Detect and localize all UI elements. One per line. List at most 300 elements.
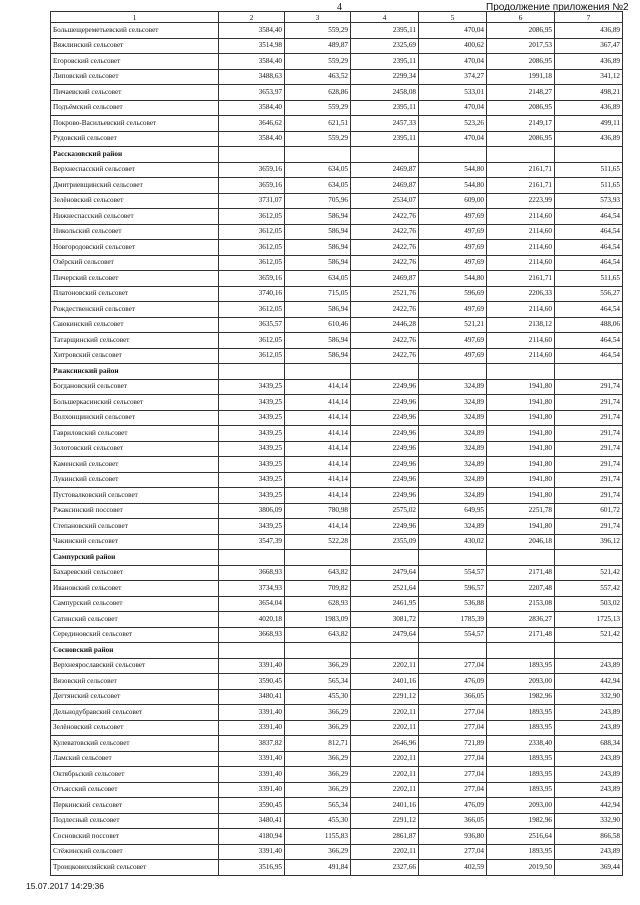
- value-cell: 470,04: [419, 100, 487, 116]
- value-cell: 2114,60: [487, 224, 555, 240]
- value-cell: 1982,96: [487, 813, 555, 829]
- value-cell: 332,90: [555, 689, 623, 705]
- value-cell: 2575,02: [351, 503, 419, 519]
- value-cell: 643,82: [285, 627, 351, 643]
- settlement-name: Зелёновский сельсовет: [51, 193, 219, 209]
- value-cell: 2291,12: [351, 813, 419, 829]
- value-cell: 3659,16: [219, 271, 285, 287]
- value-cell: 586,94: [285, 302, 351, 318]
- value-cell: 3734,93: [219, 581, 285, 597]
- value-cell: 1991,18: [487, 69, 555, 85]
- settlement-name: Озёрский сельсовет: [51, 255, 219, 271]
- settlement-name: Пустовалковский сельсовет: [51, 488, 219, 504]
- column-header: 5: [419, 12, 487, 23]
- value-cell: 554,57: [419, 565, 487, 581]
- value-cell: 414,14: [285, 426, 351, 442]
- value-cell: 476,09: [419, 798, 487, 814]
- value-cell: 2291,12: [351, 689, 419, 705]
- table-row: [51, 85, 623, 101]
- value-cell: 464,54: [555, 333, 623, 349]
- value-cell: [351, 147, 419, 163]
- value-cell: 464,54: [555, 302, 623, 318]
- value-cell: 366,05: [419, 689, 487, 705]
- value-cell: 2836,27: [487, 612, 555, 628]
- value-cell: 470,04: [419, 23, 487, 39]
- value-cell: 2086,95: [487, 131, 555, 147]
- table-row: [51, 100, 623, 116]
- value-cell: 1941,80: [487, 472, 555, 488]
- value-cell: 2114,60: [487, 240, 555, 256]
- value-cell: 2534,07: [351, 193, 419, 209]
- value-cell: 936,80: [419, 829, 487, 845]
- value-cell: 2338,40: [487, 736, 555, 752]
- value-cell: 436,89: [555, 54, 623, 70]
- settlement-name: Ржаксинский поссовет: [51, 503, 219, 519]
- value-cell: 497,69: [419, 302, 487, 318]
- value-cell: 721,89: [419, 736, 487, 752]
- value-cell: 243,89: [555, 705, 623, 721]
- settlement-name: Пичаевский сельсовет: [51, 85, 219, 101]
- value-cell: 491,84: [285, 860, 351, 876]
- district-header-row: [51, 364, 623, 380]
- column-header: 7: [555, 12, 623, 23]
- value-cell: 1155,83: [285, 829, 351, 845]
- value-cell: 621,51: [285, 116, 351, 132]
- value-cell: 521,42: [555, 565, 623, 581]
- settlement-name: Егоровский сельсовет: [51, 54, 219, 70]
- value-cell: [555, 643, 623, 659]
- table-row: [51, 38, 623, 54]
- value-cell: 3480,41: [219, 813, 285, 829]
- value-cell: 3668,93: [219, 627, 285, 643]
- value-cell: 3612,05: [219, 240, 285, 256]
- settlement-name: Никольский сельсовет: [51, 224, 219, 240]
- value-cell: 3439,25: [219, 395, 285, 411]
- value-cell: 2202,11: [351, 705, 419, 721]
- value-cell: 291,74: [555, 426, 623, 442]
- value-cell: 414,14: [285, 472, 351, 488]
- value-cell: 414,14: [285, 395, 351, 411]
- value-cell: 3612,05: [219, 333, 285, 349]
- table-row: [51, 317, 623, 333]
- value-cell: 464,54: [555, 240, 623, 256]
- value-cell: 2114,60: [487, 255, 555, 271]
- value-cell: 430,02: [419, 534, 487, 550]
- table-row: [51, 333, 623, 349]
- value-cell: 497,69: [419, 348, 487, 364]
- value-cell: 596,69: [419, 286, 487, 302]
- settlement-name: Ивановский сельсовет: [51, 581, 219, 597]
- value-cell: 2138,12: [487, 317, 555, 333]
- table-row: [51, 581, 623, 597]
- settlement-name: Саюкинский сельсовет: [51, 317, 219, 333]
- value-cell: 324,89: [419, 441, 487, 457]
- value-cell: 634,05: [285, 178, 351, 194]
- value-cell: [351, 364, 419, 380]
- value-cell: 291,74: [555, 379, 623, 395]
- value-cell: 2148,27: [487, 85, 555, 101]
- value-cell: 523,26: [419, 116, 487, 132]
- value-cell: 414,14: [285, 519, 351, 535]
- value-cell: 533,01: [419, 85, 487, 101]
- value-cell: 557,42: [555, 581, 623, 597]
- value-cell: 3439,25: [219, 457, 285, 473]
- value-cell: 3439,25: [219, 410, 285, 426]
- value-cell: 324,89: [419, 379, 487, 395]
- value-cell: 554,57: [419, 627, 487, 643]
- settlement-name: Отъясский сельсовет: [51, 782, 219, 798]
- value-cell: 586,94: [285, 255, 351, 271]
- value-cell: 3439,25: [219, 426, 285, 442]
- value-cell: 366,29: [285, 767, 351, 783]
- table-row: [51, 395, 623, 411]
- value-cell: 2251,78: [487, 503, 555, 519]
- value-cell: 3391,40: [219, 751, 285, 767]
- value-cell: 565,34: [285, 798, 351, 814]
- value-cell: 2202,11: [351, 658, 419, 674]
- value-cell: 243,89: [555, 751, 623, 767]
- value-cell: 2325,69: [351, 38, 419, 54]
- value-cell: 1982,96: [487, 689, 555, 705]
- value-cell: [219, 147, 285, 163]
- value-cell: [419, 550, 487, 566]
- value-cell: 2249,96: [351, 426, 419, 442]
- value-cell: 2249,96: [351, 379, 419, 395]
- value-cell: 586,94: [285, 240, 351, 256]
- district-name: Сампурский район: [51, 550, 219, 566]
- page-number: 4: [337, 2, 342, 13]
- value-cell: 497,69: [419, 224, 487, 240]
- value-cell: 3516,95: [219, 860, 285, 876]
- value-cell: 3547,39: [219, 534, 285, 550]
- value-cell: 709,82: [285, 581, 351, 597]
- value-cell: 556,27: [555, 286, 623, 302]
- settlement-name: Дегтянский сельсовет: [51, 689, 219, 705]
- table-row: [51, 209, 623, 225]
- settlement-name: Степановский сельсовет: [51, 519, 219, 535]
- settlement-name: Перкинский сельсовет: [51, 798, 219, 814]
- value-cell: 3659,16: [219, 178, 285, 194]
- value-cell: 2093,00: [487, 798, 555, 814]
- value-cell: 436,89: [555, 23, 623, 39]
- table-row: [51, 627, 623, 643]
- settlement-name: Богдановский сельсовет: [51, 379, 219, 395]
- table-row: [51, 286, 623, 302]
- value-cell: 2479,64: [351, 627, 419, 643]
- value-cell: 521,42: [555, 627, 623, 643]
- value-cell: 601,72: [555, 503, 623, 519]
- value-cell: 2202,11: [351, 782, 419, 798]
- value-cell: 521,21: [419, 317, 487, 333]
- value-cell: 544,80: [419, 162, 487, 178]
- value-cell: 464,54: [555, 209, 623, 225]
- value-cell: 1893,95: [487, 767, 555, 783]
- value-cell: 402,59: [419, 860, 487, 876]
- value-cell: 544,80: [419, 178, 487, 194]
- settlement-name: Подлесный сельсовет: [51, 813, 219, 829]
- district-name: Рассказовский район: [51, 147, 219, 163]
- value-cell: 277,04: [419, 767, 487, 783]
- value-cell: 2422,76: [351, 255, 419, 271]
- value-cell: 2861,87: [351, 829, 419, 845]
- value-cell: 3612,05: [219, 255, 285, 271]
- value-cell: [419, 643, 487, 659]
- value-cell: 291,74: [555, 441, 623, 457]
- value-cell: [219, 364, 285, 380]
- value-cell: 366,29: [285, 751, 351, 767]
- value-cell: 2046,18: [487, 534, 555, 550]
- value-cell: 455,30: [285, 813, 351, 829]
- value-cell: 688,34: [555, 736, 623, 752]
- value-cell: 324,89: [419, 519, 487, 535]
- value-cell: 499,11: [555, 116, 623, 132]
- value-cell: 2086,95: [487, 100, 555, 116]
- value-cell: 3659,16: [219, 162, 285, 178]
- value-cell: [419, 147, 487, 163]
- value-cell: 366,29: [285, 720, 351, 736]
- value-cell: 277,04: [419, 844, 487, 860]
- value-cell: 1893,95: [487, 844, 555, 860]
- district-header-row: [51, 643, 623, 659]
- table-row: [51, 519, 623, 535]
- value-cell: 366,29: [285, 658, 351, 674]
- value-cell: 3391,40: [219, 844, 285, 860]
- table-row: [51, 596, 623, 612]
- value-cell: 3646,62: [219, 116, 285, 132]
- value-cell: 1893,95: [487, 720, 555, 736]
- value-cell: 503,02: [555, 596, 623, 612]
- settlement-name: Троицковихляйский сельсовет: [51, 860, 219, 876]
- table-row: [51, 534, 623, 550]
- value-cell: 2114,60: [487, 302, 555, 318]
- value-cell: 511,65: [555, 178, 623, 194]
- value-cell: 812,71: [285, 736, 351, 752]
- value-cell: 3612,05: [219, 348, 285, 364]
- value-cell: 649,95: [419, 503, 487, 519]
- value-cell: 2017,53: [487, 38, 555, 54]
- value-cell: 369,44: [555, 860, 623, 876]
- value-cell: 2422,76: [351, 333, 419, 349]
- value-cell: 3391,40: [219, 720, 285, 736]
- district-header-row: [51, 550, 623, 566]
- value-cell: 291,74: [555, 395, 623, 411]
- value-cell: [285, 643, 351, 659]
- value-cell: [487, 147, 555, 163]
- table-row: [51, 23, 623, 39]
- value-cell: 3514,98: [219, 38, 285, 54]
- value-cell: 436,89: [555, 100, 623, 116]
- value-cell: 3806,09: [219, 503, 285, 519]
- value-cell: 243,89: [555, 658, 623, 674]
- value-cell: 291,74: [555, 457, 623, 473]
- settlement-name: Кулеватовский сельсовет: [51, 736, 219, 752]
- value-cell: 3612,05: [219, 224, 285, 240]
- table-row: [51, 689, 623, 705]
- value-cell: 2646,96: [351, 736, 419, 752]
- value-cell: 3480,41: [219, 689, 285, 705]
- table-row: [51, 348, 623, 364]
- value-cell: [285, 147, 351, 163]
- value-cell: 367,47: [555, 38, 623, 54]
- value-cell: 3668,93: [219, 565, 285, 581]
- settlement-name: Липовский сельсовет: [51, 69, 219, 85]
- value-cell: 559,29: [285, 54, 351, 70]
- value-cell: 3654,04: [219, 596, 285, 612]
- value-cell: 2401,16: [351, 674, 419, 690]
- value-cell: 2516,64: [487, 829, 555, 845]
- value-cell: 2422,76: [351, 348, 419, 364]
- value-cell: 366,29: [285, 844, 351, 860]
- value-cell: 2458,08: [351, 85, 419, 101]
- table-row: [51, 674, 623, 690]
- settlement-name: Хитровский сельсовет: [51, 348, 219, 364]
- value-cell: 464,54: [555, 255, 623, 271]
- table-row: [51, 193, 623, 209]
- settlement-name: Сатинский сельсовет: [51, 612, 219, 628]
- value-cell: 2469,87: [351, 271, 419, 287]
- column-header: 4: [351, 12, 419, 23]
- settlement-name: Сосновский поссовет: [51, 829, 219, 845]
- value-cell: 2479,64: [351, 565, 419, 581]
- value-cell: 2202,11: [351, 720, 419, 736]
- value-cell: 2114,60: [487, 209, 555, 225]
- table-row: [51, 131, 623, 147]
- value-cell: 2422,76: [351, 224, 419, 240]
- value-cell: 3391,40: [219, 705, 285, 721]
- value-cell: 243,89: [555, 767, 623, 783]
- value-cell: 2422,76: [351, 209, 419, 225]
- district-name: Ржаксинский район: [51, 364, 219, 380]
- value-cell: [219, 643, 285, 659]
- value-cell: 488,06: [555, 317, 623, 333]
- value-cell: 522,28: [285, 534, 351, 550]
- value-cell: 1983,09: [285, 612, 351, 628]
- value-cell: 366,29: [285, 705, 351, 721]
- value-cell: 643,82: [285, 565, 351, 581]
- value-cell: 2249,96: [351, 457, 419, 473]
- value-cell: [487, 364, 555, 380]
- value-cell: 536,88: [419, 596, 487, 612]
- value-cell: 2249,96: [351, 472, 419, 488]
- value-cell: 324,89: [419, 410, 487, 426]
- table-row: [51, 69, 623, 85]
- value-cell: 573,93: [555, 193, 623, 209]
- settlement-name: Зелёновский сельсовет: [51, 720, 219, 736]
- value-cell: 2223,99: [487, 193, 555, 209]
- value-cell: 291,74: [555, 488, 623, 504]
- value-cell: 291,74: [555, 519, 623, 535]
- settlement-name: Лукинский сельсовет: [51, 472, 219, 488]
- value-cell: 2469,87: [351, 162, 419, 178]
- value-cell: 511,65: [555, 271, 623, 287]
- value-cell: 2161,71: [487, 178, 555, 194]
- value-cell: 414,14: [285, 457, 351, 473]
- value-cell: 544,80: [419, 271, 487, 287]
- value-cell: 374,27: [419, 69, 487, 85]
- table-row: [51, 162, 623, 178]
- value-cell: 1893,95: [487, 751, 555, 767]
- value-cell: 3590,45: [219, 674, 285, 690]
- value-cell: 2461,95: [351, 596, 419, 612]
- value-cell: 596,57: [419, 581, 487, 597]
- value-cell: 277,04: [419, 751, 487, 767]
- value-cell: 3391,40: [219, 658, 285, 674]
- settlement-name: Каменский сельсовет: [51, 457, 219, 473]
- value-cell: 1941,80: [487, 395, 555, 411]
- table-row: [51, 426, 623, 442]
- value-cell: 497,69: [419, 255, 487, 271]
- value-cell: 2355,09: [351, 534, 419, 550]
- value-cell: 559,29: [285, 100, 351, 116]
- settlement-name: Пичерский сельсовет: [51, 271, 219, 287]
- value-cell: 400,62: [419, 38, 487, 54]
- value-cell: 2249,96: [351, 519, 419, 535]
- settlement-name: Рудовский сельсовет: [51, 131, 219, 147]
- value-cell: 2249,96: [351, 488, 419, 504]
- table-row: [51, 767, 623, 783]
- value-cell: 715,05: [285, 286, 351, 302]
- value-cell: 497,69: [419, 333, 487, 349]
- value-cell: 2401,16: [351, 798, 419, 814]
- value-cell: 2395,11: [351, 131, 419, 147]
- value-cell: 1941,80: [487, 379, 555, 395]
- value-cell: 324,89: [419, 395, 487, 411]
- value-cell: 2422,76: [351, 240, 419, 256]
- value-cell: 559,29: [285, 23, 351, 39]
- column-number-row: [51, 12, 623, 23]
- value-cell: [555, 550, 623, 566]
- value-cell: 1941,80: [487, 426, 555, 442]
- value-cell: 780,98: [285, 503, 351, 519]
- value-cell: 3584,40: [219, 131, 285, 147]
- value-cell: 2171,48: [487, 565, 555, 581]
- value-cell: 470,04: [419, 54, 487, 70]
- value-cell: 455,30: [285, 689, 351, 705]
- value-cell: 277,04: [419, 658, 487, 674]
- value-cell: 2153,08: [487, 596, 555, 612]
- value-cell: [419, 364, 487, 380]
- value-cell: 4180,94: [219, 829, 285, 845]
- table-row: [51, 860, 623, 876]
- value-cell: 559,29: [285, 131, 351, 147]
- value-cell: 332,90: [555, 813, 623, 829]
- value-cell: 609,00: [419, 193, 487, 209]
- column-header: 1: [51, 12, 219, 23]
- value-cell: 414,14: [285, 441, 351, 457]
- value-cell: [487, 550, 555, 566]
- value-cell: 396,12: [555, 534, 623, 550]
- value-cell: 3439,25: [219, 519, 285, 535]
- value-cell: 634,05: [285, 271, 351, 287]
- table-row: [51, 271, 623, 287]
- value-cell: 2019,50: [487, 860, 555, 876]
- value-cell: 3439,25: [219, 379, 285, 395]
- value-cell: 3488,63: [219, 69, 285, 85]
- settlement-name: Большещереметьевский сельсовет: [51, 23, 219, 39]
- value-cell: [285, 550, 351, 566]
- value-cell: 442,94: [555, 798, 623, 814]
- value-cell: 2395,11: [351, 100, 419, 116]
- value-cell: 414,14: [285, 410, 351, 426]
- value-cell: [351, 643, 419, 659]
- value-cell: 1941,80: [487, 488, 555, 504]
- value-cell: 3837,82: [219, 736, 285, 752]
- value-cell: 866,58: [555, 829, 623, 845]
- settlement-name: Серединовский сельсовет: [51, 627, 219, 643]
- value-cell: 2202,11: [351, 767, 419, 783]
- value-cell: 3731,07: [219, 193, 285, 209]
- value-cell: 2171,48: [487, 627, 555, 643]
